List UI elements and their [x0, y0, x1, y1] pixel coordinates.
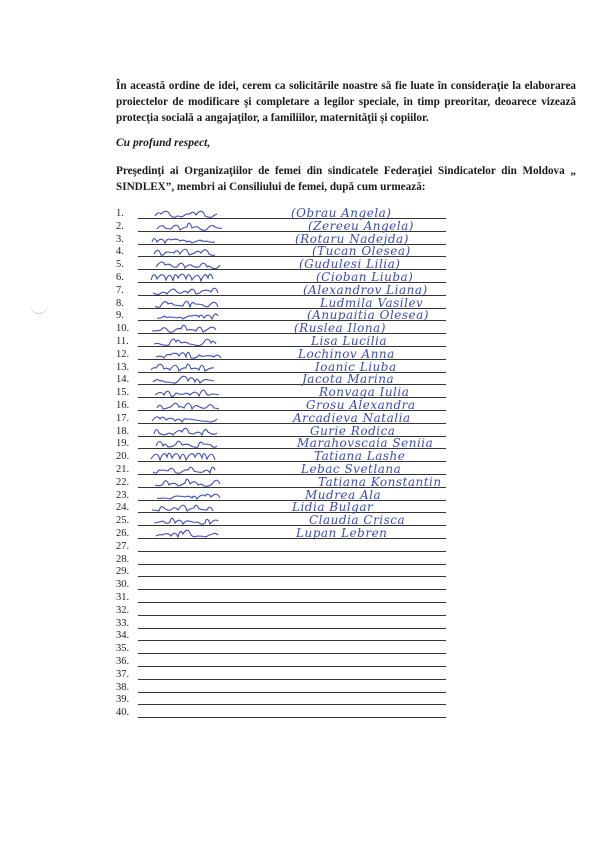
- row-number: 8.: [116, 297, 124, 309]
- handwritten-name: Lisa Lucilia: [311, 334, 388, 348]
- handwritten-name: (Obrau Angela): [291, 206, 392, 220]
- row-number: 25.: [116, 515, 130, 527]
- signature-row: [116, 604, 576, 617]
- row-number: 21.: [116, 464, 130, 475]
- handwritten-name: (Zereeu Angela): [308, 218, 414, 233]
- row-number: 37.: [116, 668, 130, 680]
- row-number: 20.: [116, 451, 130, 463]
- row-number: 29.: [116, 566, 130, 578]
- handwritten-name: Ludmila Vasilev: [320, 295, 424, 310]
- signature-row: [116, 540, 576, 553]
- request-paragraph: În această ordine de idei, cerem ca solicitările noastre să fie luate în consideraţie la elaborarea proiectelor de modificare şi completare a legilor speciale, în timp preoritar, deoarece vizează protecţia socială a angajaţilor, a familiilor, maternităţii şi copiilor.: [116, 80, 576, 124]
- row-number: 39.: [116, 694, 130, 706]
- signature-row: [116, 591, 576, 604]
- row-number: 28.: [116, 553, 130, 565]
- row-number: 3.: [116, 233, 124, 245]
- row-number: 10.: [116, 323, 130, 335]
- handwritten-name: (Rotaru Nadejda): [295, 231, 409, 246]
- handwritten-name: (Alexandrov Liana): [303, 282, 428, 297]
- signature-row: [116, 681, 576, 694]
- row-number: 2.: [116, 220, 124, 232]
- row-number: 19.: [116, 438, 130, 450]
- row-number: 11.: [116, 336, 129, 347]
- row-number: 26.: [116, 528, 130, 539]
- row-number: 18.: [116, 425, 130, 437]
- punch-hole-mark: [30, 305, 48, 314]
- signatories-intro-paragraph: Preşedinţi ai Organizaţiilor de femei din sindicatele Federaţiei Sindicatelor din Moldova „ SINDLEX”, membri ai Consiliului de femei, după cum urmează:: [116, 165, 576, 193]
- row-number: 38.: [116, 681, 130, 693]
- row-number: 15.: [116, 387, 130, 399]
- handwritten-name: Lupan Lebren: [296, 526, 388, 540]
- row-number: 9.: [116, 310, 124, 322]
- row-number: 33.: [116, 617, 130, 629]
- handwritten-name: Tatiana Konstantin: [318, 474, 442, 489]
- signature-row: [116, 553, 576, 566]
- handwritten-name: Arcadieva Natalia: [293, 410, 411, 425]
- handwritten-name: (Cioban Liuba): [316, 270, 414, 284]
- row-number: 32.: [116, 604, 130, 616]
- row-number: 30.: [116, 579, 130, 591]
- handwritten-name: (Tucan Olesea): [312, 244, 411, 259]
- signature-row: [116, 693, 576, 706]
- signature-line: [138, 717, 446, 718]
- handwritten-name: Grosu Alexandra: [306, 398, 416, 412]
- row-number: 14.: [116, 374, 130, 386]
- row-number: 4.: [116, 246, 124, 258]
- handwritten-name: Lidia Bulgar: [292, 500, 374, 515]
- signature-row: [116, 578, 576, 591]
- handwritten-name: Gurie Rodica: [310, 423, 396, 438]
- handwritten-name: Marahovscaia Seniia: [297, 436, 434, 451]
- row-number: 35.: [116, 643, 130, 655]
- row-number: 34.: [116, 630, 130, 642]
- row-number: 22.: [116, 476, 130, 488]
- closing-line: Cu profund respect,: [116, 137, 211, 149]
- handwritten-name: (Ruslea Ilona): [294, 321, 386, 336]
- signature-stroke: [156, 530, 218, 537]
- signature-row: [116, 642, 576, 655]
- row-number: 36.: [116, 656, 130, 667]
- row-number: 6.: [116, 272, 124, 283]
- handwritten-name: Claudia Crisca: [309, 513, 406, 528]
- row-number: 5.: [116, 259, 124, 271]
- signature-row: [116, 668, 576, 681]
- row-number: 16.: [116, 400, 130, 411]
- row-number: 12.: [116, 348, 130, 360]
- handwritten-name: Lochinov Anna: [298, 346, 395, 361]
- signature-row: [116, 527, 576, 540]
- handwritten-name: Mudrea Ala: [305, 487, 382, 502]
- row-number: 1.: [116, 208, 124, 219]
- row-number: 7.: [116, 284, 124, 296]
- row-number: 40.: [116, 707, 130, 719]
- row-number: 31.: [116, 592, 130, 603]
- handwritten-name: (Anupaitia Olesea): [307, 308, 429, 323]
- handwritten-name: Ronvaga Iulia: [319, 385, 410, 400]
- handwritten-name: Jacota Marina: [302, 372, 395, 387]
- signature-row: [116, 706, 576, 719]
- row-number: 13.: [116, 361, 130, 373]
- row-number: 27.: [116, 540, 130, 552]
- handwritten-name: (Gudulesi Lilia): [299, 257, 401, 272]
- row-number: 23.: [116, 489, 130, 501]
- handwritten-name: Tatiana Lashe: [314, 449, 406, 464]
- row-number: 24.: [116, 502, 130, 514]
- handwritten-name: Ioanic Liuba: [315, 359, 397, 374]
- row-number: 17.: [116, 412, 130, 424]
- signature-row: [116, 565, 576, 578]
- signature-row: [116, 617, 576, 630]
- signature-row: [116, 629, 576, 642]
- handwritten-name: Lebac Svetlana: [301, 462, 402, 476]
- signature-row: [116, 655, 576, 668]
